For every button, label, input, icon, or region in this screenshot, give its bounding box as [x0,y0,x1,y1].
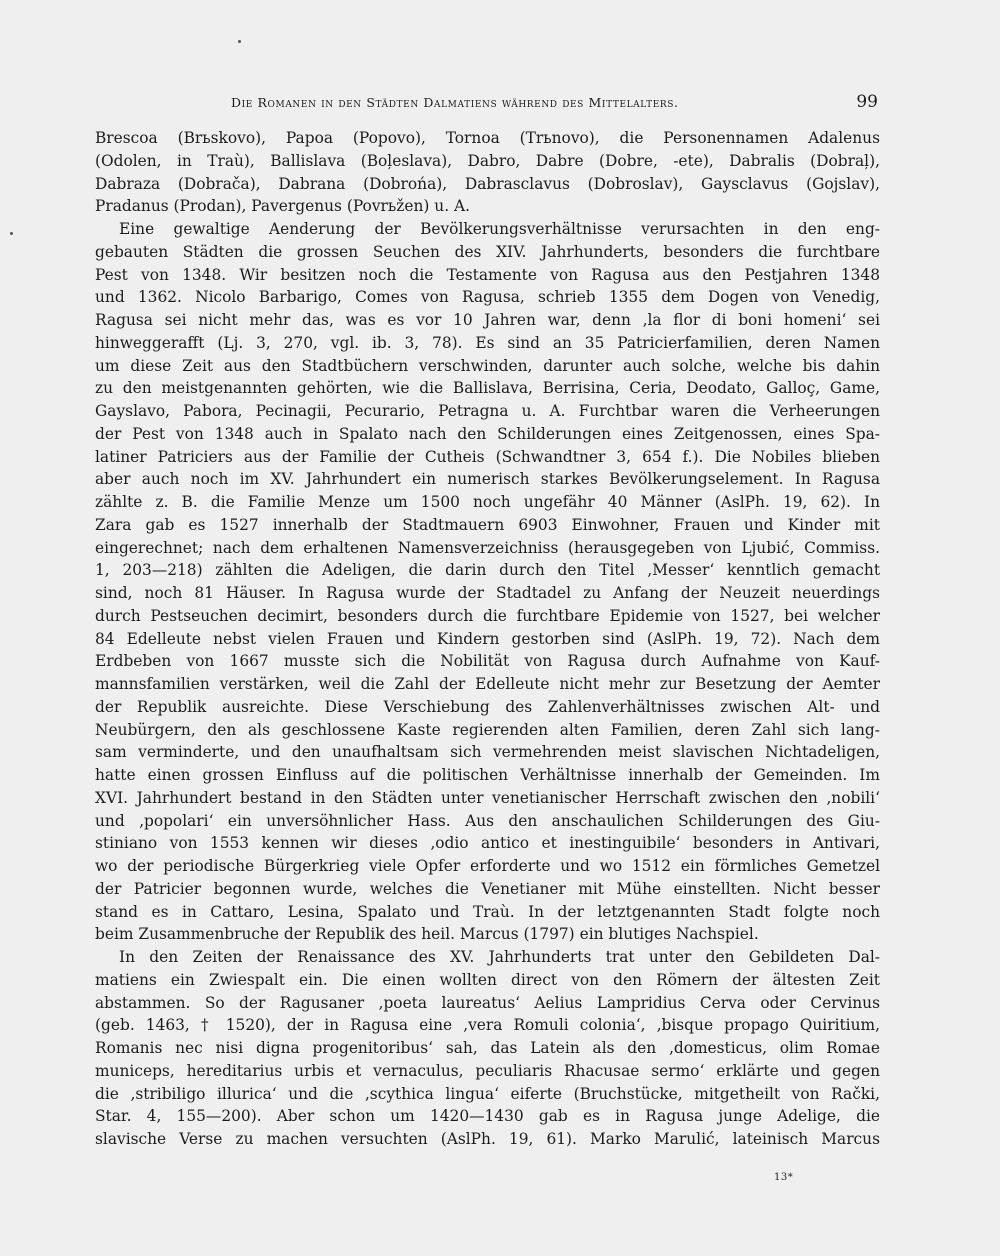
running-head [95,92,880,114]
signature-mark: 13* [774,1172,794,1183]
text-line: mannsfamilien verstärken, weil die Zahl der Edelleute nicht mehr zur Besetzung der Aemter [95,675,880,693]
text-line: Erdbeben von 1667 musste sich die Nobilität von Ragusa durch Aufnahme von Kauf- [95,652,880,671]
text-line: stiniano von 1553 kennen wir dieses ‚odio antico et inestinguibile‘ besonders in Antivari, [95,834,880,853]
print-speck [10,232,13,235]
text-line: und 1362. Nicolo Barbarigo, Comes von Ragusa, schrieb 1355 dem Dogen von Venedig, [95,288,880,307]
text-line: (Odolen, in Traù), Ballislava (Boļeslava), Dabro, Dabre (Dobre, -ete), Dabralis (Dobraļ), [95,151,880,170]
text-line: matiens ein Zwiespalt ein. Die einen wollten direct von den Römern der ältesten Zeit [95,970,880,989]
text-line: eingerechnet; nach dem erhaltenen Namensverzeichniss (herausgegeben von Ljubić, Commiss. [95,538,880,557]
text-line: Dabraza (Dobrača), Dabrana (Dobrońa), Dabrasclavus (Dobroslav), Gaysclavus (Gojslav), [95,174,880,193]
text-line: Romanis nec nisi digna progenitoribus‘ sah, das Latein als den ‚domesticus, olim Romae [95,1039,880,1057]
text-line: durch Pestseuchen decimirt, besonders durch die furchtbare Epidemie von 1527, bei welcher [95,606,880,625]
text-line: Pest von 1348. Wir besitzen noch die Testamente von Ragusa aus den Pestjahren 1348 [95,265,880,284]
text-line: Gayslavo, Pabora, Pecinagii, Pecurario, Petragna u. A. Furchtbar waren die Verheerungen [95,402,880,420]
running-title: Die Romanen in den Städten Dalmatiens während des Mittelalters. [231,95,679,110]
text-line: sam verminderte, und den unaufhaltsam sich vermehrenden meist slavischen Nichtadeligen, [95,743,880,762]
text-line: beim Zusammenbruche der Republik des heil. Marcus (1797) ein blutiges Nachspiel. [95,925,759,944]
text-line: Neubürgern, den als geschlossene Kaste regierenden alten Familien, deren Zahl sich lang- [95,720,880,739]
text-line: stand es in Cattaro, Lesina, Spalato und Traù. In der letztgenannten Stadt folgte noch [95,902,880,921]
text-line: Pradanus (Prodan), Pavergenus (Povrьžen) u. A. [95,197,470,216]
text-line: abstammen. So der Ragusaner ‚poeta laureatus‘ Aelius Lampridius Cerva oder Cervinus [95,993,880,1012]
text-line: hinweggerafft (Lj. 3, 270, vgl. ib. 3, 78). Es sind an 35 Patricierfamilien, deren Namen [95,333,880,352]
text-line: In den Zeiten der Renaissance des XV. Jahrhunderts trat unter den Gebildeten Dal- [119,948,880,966]
text-line: der Pest von 1348 auch in Spalato nach den Schilderungen eines Zeitgenossen, eines Spa- [95,424,880,443]
text-line: wo der periodische Bürgerkrieg viele Opfer erforderte und wo 1512 ein förmliches Gemetzel [95,857,880,875]
page-number: 99 [856,92,878,112]
text-line: zählte z. B. die Familie Menze um 1500 noch ungefähr 40 Männer (AslPh. 19, 62). In [95,493,880,511]
text-line: Ragusa sei nicht mehr das, was es vor 10 Jahren war, denn ‚la flor di boni homeni‘ sei [95,311,880,329]
body-text [95,127,880,1151]
text-line: um diese Zeit aus den Stadtbüchern verschwinden, darunter auch solche, welche bis dahin [95,356,880,375]
text-line: sind, noch 81 Häuser. In Ragusa wurde der Stadtadel zu Anfang der Neuzeit neuerdings [95,584,880,602]
text-line: (geb. 1463, † 1520), der in Ragusa eine ‚vera Romuli colonia‘, ‚bisque propago Quiritium, [95,1016,880,1035]
text-line: 1, 203—218) zählten die Adeligen, die darin durch den Titel ‚Messer‘ kenntlich gemacht [95,561,880,580]
print-speck [238,40,241,43]
text-line: gebauten Städten die grossen Seuchen des XIV. Jahrhunderts, besonders die furchtbare [95,242,880,261]
text-line: municeps, hereditarius urbis et vernaculus, peculiaris Rhacusae sermo‘ erklärte und gegen [95,1061,880,1080]
text-line: aber auch noch im XV. Jahrhundert ein numerisch starkes Bevölkerungselement. In Ragusa [95,470,880,489]
text-line: zu den meistgenannten gehörten, wie die Ballislava, Berrisina, Ceria, Deodato, Galloç, Game, [95,379,880,398]
text-line: Eine gewaltige Aenderung der Bevölkerungsverhältnisse verursachten in den eng- [119,220,880,238]
text-line: die ‚stribiligo illurica‘ und die ‚scythica lingua‘ eiferte (Bruchstücke, mitgetheilt von Rački, [95,1084,880,1103]
text-line: und ‚popolari‘ ein unversöhnlicher Hass. Aus den anschaulichen Schilderungen des Giu- [95,811,880,830]
text-line: latiner Patriciers aus der Familie der Cutheis (Schwandtner 3, 654 f.). Die Nobiles blieben [95,447,880,466]
text-line: Zara gab es 1527 innerhalb der Stadtmauern 6903 Einwohner, Frauen und Kinder mit [95,515,880,534]
text-line: der Patricier begonnen wurde, welches die Venetianer mit Mühe einstellten. Nicht besser [95,879,880,898]
text-line: 84 Edelleute nebst vielen Frauen und Kindern gestorben sind (AslPh. 19, 72). Nach dem [95,629,880,648]
text-line: XVI. Jahrhundert bestand in den Städten unter venetianischer Herrschaft zwischen den ‚nobili‘ [95,788,880,807]
text-line: slavische Verse zu machen versuchten (AslPh. 19, 61). Marko Marulić, lateinisch Marcus [95,1130,880,1148]
text-line: Star. 4, 155—200). Aber schon um 1420—1430 gab es in Ragusa junge Adelige, die [95,1107,880,1126]
text-line: hatte einen grossen Einfluss auf die politischen Verhältnisse innerhalb der Gemeinden. Im [95,766,880,784]
text-line: der Republik ausreichte. Diese Verschiebung des Zahlenverhältnisses zwischen Alt- und [95,697,880,716]
text-line: Brescoa (Brьskovo), Papoa (Popovo), Tornoa (Trьnovo), die Personennamen Adalenus [95,129,880,147]
